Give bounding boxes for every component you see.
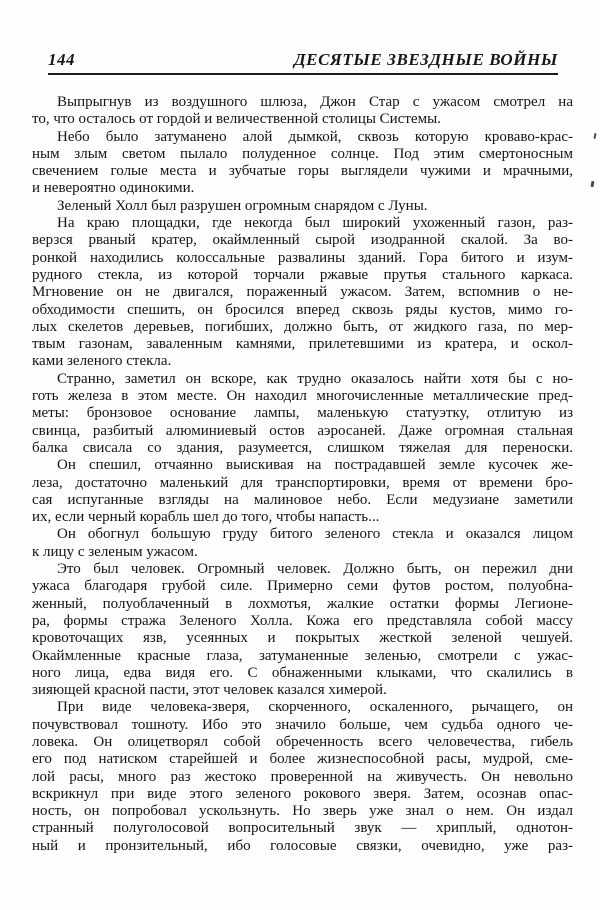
text-line: ра, формы стража Зеленого Холла. Кожа его представляла собой массу xyxy=(32,612,573,629)
text-line: балка свисала со здания, разумеется, слишком тяжелая для переноски. xyxy=(32,439,573,456)
text-line: странный полуголосовой вопросительный звук — хриплый, однотон- xyxy=(32,820,573,837)
scan-speck xyxy=(593,133,596,139)
text-line: рудного стекла, из которой торчали ржавые прутья стального каркаса. xyxy=(32,266,573,283)
text-line: свечением голые места и зубчатые горы выглядели чужими и мрачными, xyxy=(32,163,573,180)
running-header xyxy=(48,50,558,75)
text-line: его под натиском старейшей и более жизнеспособной расы, мудрой, сме- xyxy=(32,751,573,768)
text-line: почувствовал тошноту. Ибо это значило больше, чем судьба одного че- xyxy=(32,716,573,733)
text-line: лой расы, много раз жестоко проверенной на живучесть. Он невольно xyxy=(32,768,573,785)
paragraph xyxy=(32,198,573,215)
paragraph xyxy=(32,699,573,855)
text-line: ный и пронзительный, ибо голосовые связки, очевидно, уже раз- xyxy=(32,837,573,854)
text-line: Он обогнул большую груду битого зеленого стекла и оказался лицом xyxy=(57,526,573,543)
text-line: верзся рваный кратер, окаймленный сырой изодранной скалой. За во- xyxy=(32,232,573,249)
text-line: обходимости спешить, он бросился вперед сквозь ряды кустов, мимо го- xyxy=(32,301,573,318)
text-line: ного лица, едва видя его. С обнаженными клыками, что скалились в xyxy=(32,664,573,681)
text-line: ужаса благодаря грубой силе. Примерно семи футов ростом, полуобна- xyxy=(32,578,573,595)
text-line: зияющей красной пасти, этот человек казался химерой. xyxy=(32,682,387,699)
text-line: готь железа в этом месте. Он находил многочисленные металлические пред- xyxy=(32,388,573,405)
paragraph xyxy=(32,94,573,129)
text-line: Мгновение он не двигался, пораженный ужасом. Затем, вспомнив о не- xyxy=(32,284,573,301)
text-line: к лицу с зеленым ужасом. xyxy=(32,543,198,560)
text-line: Странно, заметил он вскоре, как трудно оказалось найти хотя бы с но- xyxy=(57,370,573,387)
text-line: то, что осталось от гордой и величественной столицы Системы. xyxy=(32,111,441,128)
paragraph xyxy=(32,215,573,371)
paragraph xyxy=(32,129,573,198)
paragraph xyxy=(32,526,573,561)
text-line: Зеленый Холл был разрушен огромным снарядом с Луны. xyxy=(57,197,428,214)
text-line: Окаймленные красные глаза, затуманенные зеленью, смотрели с ужас- xyxy=(32,647,573,664)
text-line: ность, он попробовал ускользнуть. Но зверь уже знал о нем. Он издал xyxy=(32,803,573,820)
text-line: Это был человек. Огромный человек. Должно быть, он пережил дни xyxy=(57,561,573,578)
text-line: При виде человека-зверя, скорченного, оскаленного, рычащего, он xyxy=(57,699,573,716)
running-title: ДЕСЯТЫЕ ЗВЕЗДНЫЕ ВОЙНЫ xyxy=(293,50,558,69)
text-line: меты: бронзовое основание лампы, маленькую статуэтку, отлитую из xyxy=(32,405,573,422)
text-line: ным злым светом пылало полуденное солнце. Под этим смертоносным xyxy=(32,145,573,162)
text-line: женный, полуоблаченный в лохмотья, жалкие остатки формы Легионе- xyxy=(32,595,573,612)
text-line: ловека. Он олицетворял собой обреченность всего человечества, гибель xyxy=(32,733,573,750)
paragraph xyxy=(32,561,573,699)
paragraph xyxy=(32,457,573,526)
text-line: лых скелетов деревьев, погибших, должно быть, от жидкого газа, по мер- xyxy=(32,318,573,335)
scan-speck xyxy=(591,181,595,187)
text-line: Небо было затуманено алой дымкой, сквозь которую кроваво-крас- xyxy=(57,128,573,145)
text-line: Выпрыгнув из воздушного шлюза, Джон Стар с ужасом смотрел на xyxy=(57,94,573,110)
text-line: их, если черный корабль шел до того, чтобы напасть... xyxy=(32,509,380,526)
text-line: свинца, разбитый алюминиевый остов аэросаней. Даже огромная стальная xyxy=(32,422,573,439)
text-line: сая испуганные взгляды на малиновое небо. Если медузиане заметили xyxy=(32,491,573,508)
paragraph xyxy=(32,371,573,457)
text-line: кровоточащих язв, усеянных и покрытых жесткой зеленой чешуей. xyxy=(32,630,573,647)
page-number: 144 xyxy=(48,50,75,69)
text-line: твым газонам, заваленным камнями, прилетевшими из кратера, и оскол- xyxy=(32,336,573,353)
text-line: леза, достаточно маленький для транспортировки, время от времени бро- xyxy=(32,474,573,491)
body-text-block xyxy=(32,94,573,855)
text-line: Он спешил, отчаянно выискивая на пострадавшей земле кусочек же- xyxy=(57,457,573,474)
text-line: На краю площадки, где некогда был широкий ухоженный газон, раз- xyxy=(57,215,573,232)
text-line: вскрикнул при виде этого зеленого рокового зверя. Затем, осознав опас- xyxy=(32,785,573,802)
text-line: ронкой находились колоссальные развалины зданий. Гора битого и изум- xyxy=(32,249,573,266)
text-line: ками зеленого стекла. xyxy=(32,353,172,370)
text-line: и невероятно одинокими. xyxy=(32,180,195,197)
